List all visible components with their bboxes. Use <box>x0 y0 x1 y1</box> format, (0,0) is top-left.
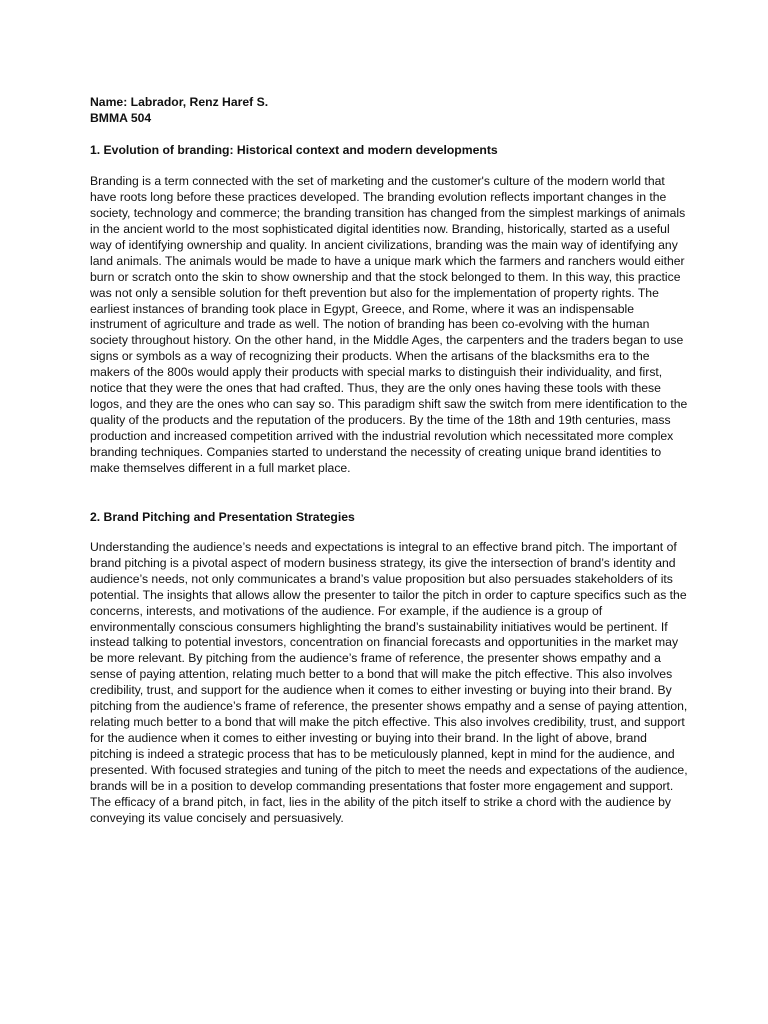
section-2-heading: 2. Brand Pitching and Presentation Strategies <box>90 509 355 524</box>
section-2-paragraph: Understanding the audience’s needs and expectations is integral to an effective brand pitch. The important of brand pitching is a pivotal aspect of modern business strategy, its give the intersection of brand’s identity and audience’s needs, not only communicates a brand’s value proposition but also persuades stakeholders of its potential. The insights that allows allow the presenter to tailor the pitch in order to capture specifics such as the concerns, interests, and motivations of the audience. For example, if the audience is a group of environmentally conscious consumers highlighting the brand’s sustainability initiatives would be pertinent. If instead talking to potential investors, concentration on financial forecasts and opportunities in the market may be more relevant. By pitching from the audience’s frame of reference, the presenter shows empathy and a sense of paying attention, relating much better to a bond that will make the pitch effective. This also involves credibility, trust, and support for the audience when it comes to either investing or buying into their brand. By pitching from the audience’s frame of reference, the presenter shows empathy and a sense of paying attention, relating much better to a bond that will make the pitch effective. This also involves credibility, trust, and support for the audience when it comes to either investing or buying into their brand. In the light of above, brand pitching is indeed a strategic process that has to be meticulously planned, kept in mind for the audience, and presented. With focused strategies and tuning of the pitch to meet the needs and expectations of the audience, brands will be in a position to develop commanding presentations that foster more engagement and support. The efficacy of a brand pitch, in fact, lies in the ability of the pitch itself to strike a chord with the audience by conveying its value concisely and persuasively. <box>90 539 688 825</box>
student-name: Name: Labrador, Renz Haref S. <box>90 95 269 109</box>
section-1-heading: 1. Evolution of branding: Historical context and modern developments <box>90 143 498 157</box>
section-1-paragraph: Branding is a term connected with the set of marketing and the customer's culture of the modern world that have roots long before these practices developed. The branding evolution reflects important changes in the society, technology and commerce; the branding transition has changed from the simplest markings of animals in the ancient world to the most sophisticated digital identities now. Branding, historically, started as a useful way of identifying ownership and quality. In ancient civilizations, branding was the main way of identifying any land animals. The animals would be made to have a unique mark which the farmers and ranchers would either burn or scratch onto the skin to show ownership and that the stock belonged to them. In this way, this practice was not only a sensible solution for theft prevention but also for the implementation of property rights. The earliest instances of branding took place in Egypt, Greece, and Rome, where it was an indispensable instrument of agriculture and trade as well. The notion of branding has been co-evolving with the human society throughout history. On the other hand, in the Middle Ages, the carpenters and the traders began to use signs or symbols as a way of recognizing their products. When the artisans of the blacksmiths era to the makers of the 800s would apply their products with special marks to distinguish their individuality, and first, notice that they were the ones that had crafted. Thus, they are the only ones having these tools with these logos, and they are the ones who can say so. This paradigm shift saw the switch from mere identification to the quality of the products and the reputation of the producers. By the time of the 18th and 19th centuries, mass production and increased competition arrived with the industrial revolution which necessitated more complex branding techniques. Companies started to understand the necessity of creating unique brand identities to make themselves different in a full market place. <box>90 174 688 475</box>
course-code: BMMA 504 <box>90 111 152 125</box>
